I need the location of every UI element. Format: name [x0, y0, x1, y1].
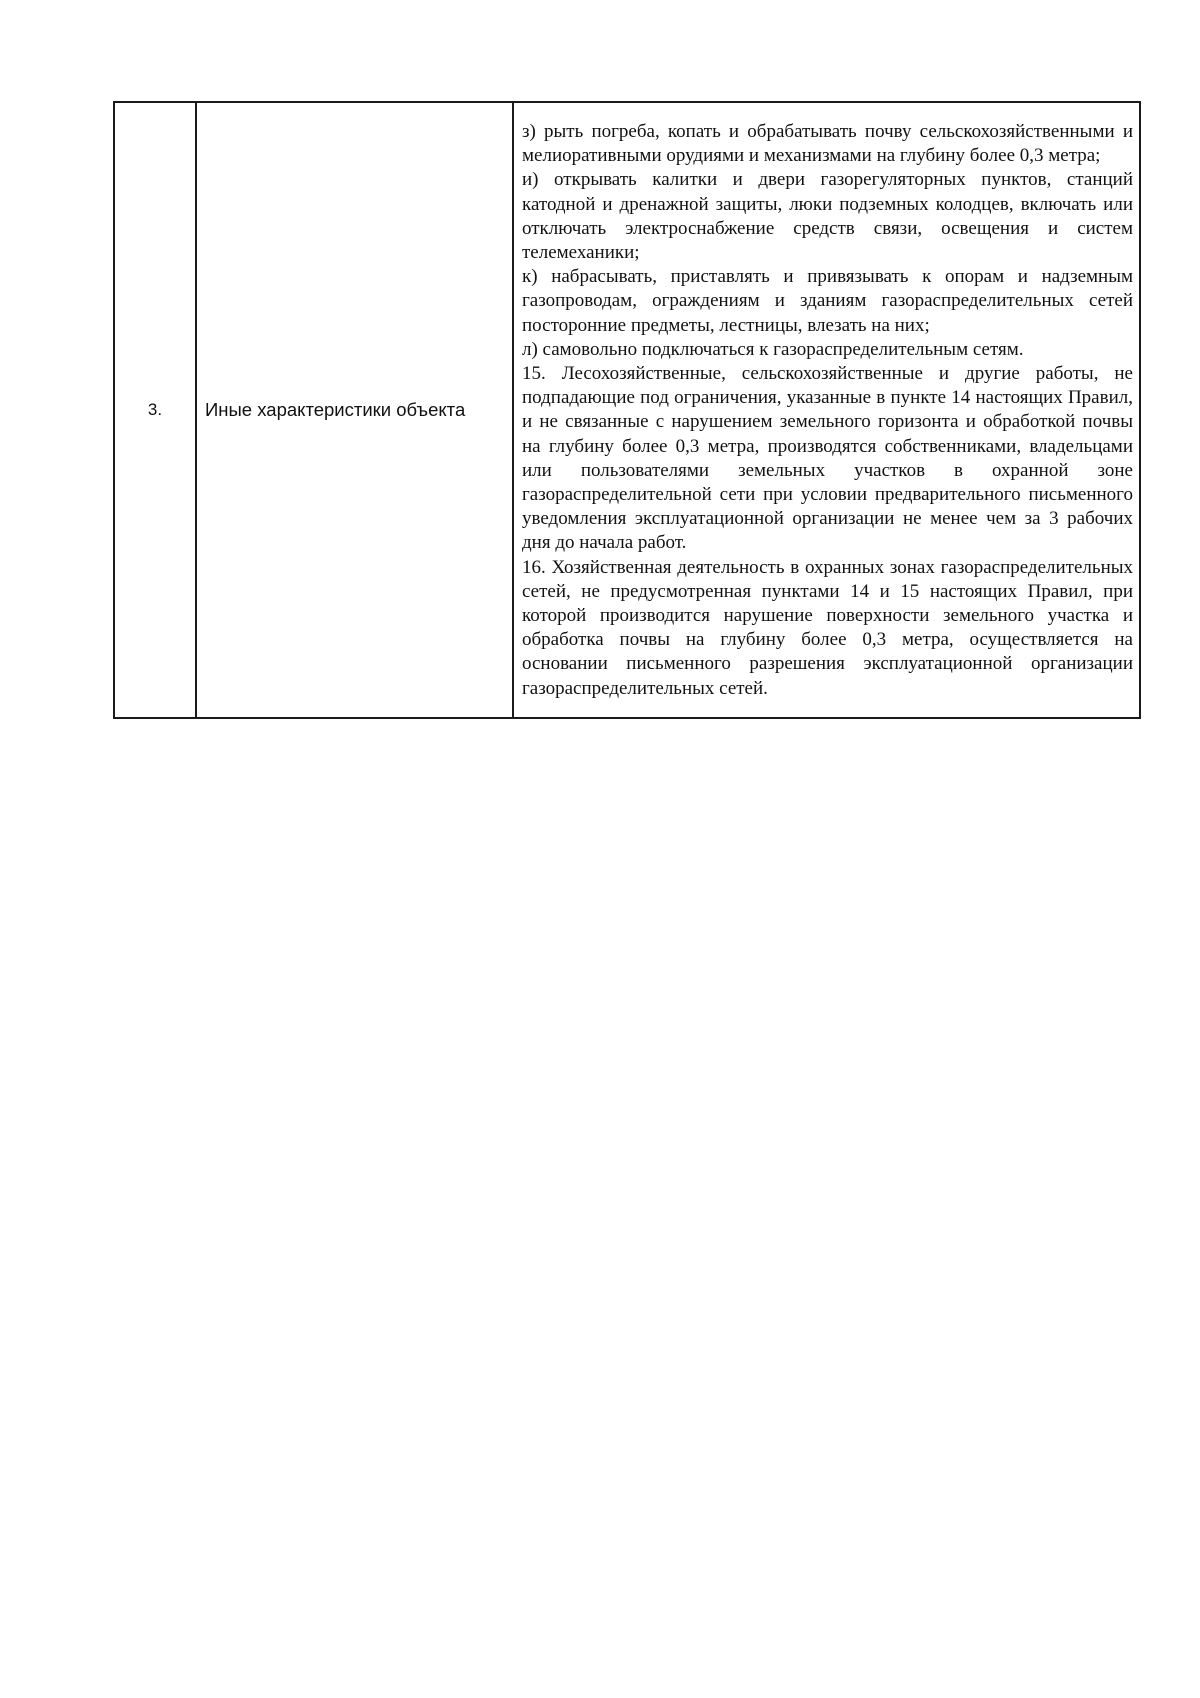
row-name-cell [196, 102, 513, 718]
paragraph-15: 15. Лесохозяйственные, сельскохозяйственные и другие работы, не подпадающие под ограничения, указанные в пункте 14 настоящих Правил, и не связанные с нарушением земельного горизонта и обработкой почвы на глубину более 0,3 метра, производятся собственниками, владельцами или пользователями земельных участков в охранной зоне газораспределительной сети при условии предварительного письменного уведомления эксплуатационной организации не менее чем за 3 рабочих дня до начала работ. [522, 363, 1133, 554]
paragraph-l: л) самовольно подключаться к газораспределительным сетям. [522, 338, 1024, 360]
paragraph-z: з) рыть погреба, копать и обрабатывать почву сельскохозяйственными и мелиоративными орудиями и механизмами на глубину более 0,3 метра; [522, 121, 1133, 167]
characteristics-table [113, 101, 1141, 719]
table-row [114, 102, 1140, 718]
paragraph-16: 16. Хозяйственная деятельность в охранных зонах газораспределительных сетей, не предусмотренная пунктами 14 и 15 настоящих Правил, при которой производится нарушение поверхности земельного участка и обработка почвы на глубину более 0,3 метра, осуществляется на основании письменного разрешения эксплуатационной организации газораспределительных сетей. [522, 556, 1133, 699]
row-content-cell [513, 102, 1140, 718]
paragraph-i: и) открывать калитки и двери газорегуляторных пунктов, станций катодной и дренажной защиты, люки подземных колодцев, включать или отключать электроснабжение средств связи, освещения и систем телемеханики; [522, 169, 1133, 264]
row-number: 3. [147, 399, 163, 419]
row-name: Иные характеристики объекта [205, 398, 466, 420]
row-number-cell [114, 102, 196, 718]
paragraph-k: к) набрасывать, приставлять и привязывать к опорам и надземным газопроводам, ограждениям и зданиям газораспределительных сетей посторонние предметы, лестницы, влезать на них; [522, 266, 1133, 336]
